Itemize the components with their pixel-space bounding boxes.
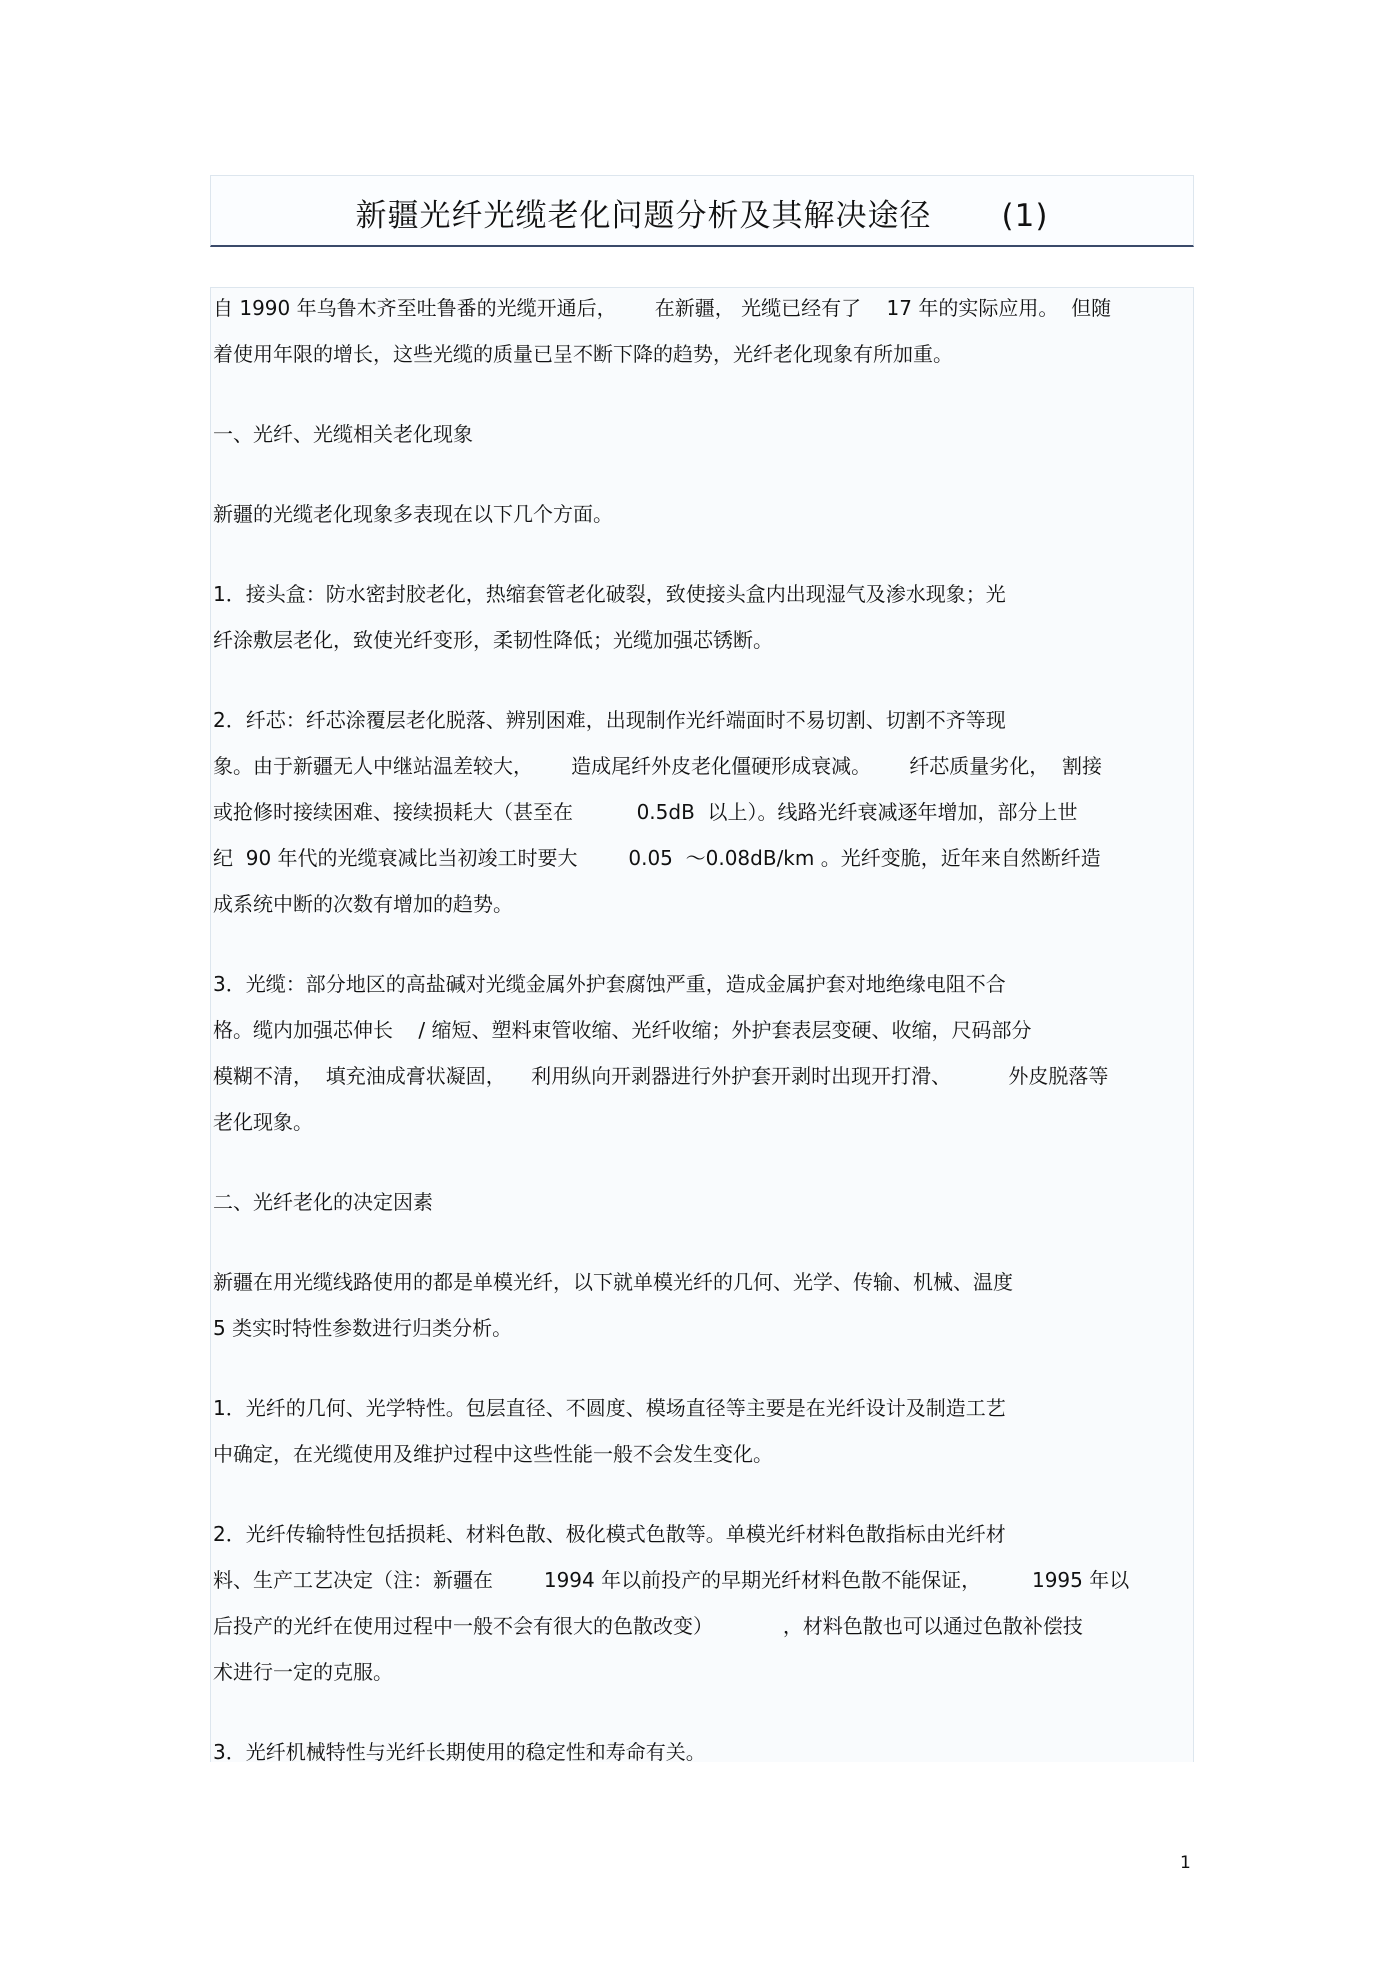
paragraph-line: 3．光纤机械特性与光纤长期使用的稳定性和寿命有关。 bbox=[213, 1740, 706, 1764]
title-number: (1) bbox=[1001, 198, 1049, 234]
paragraph-line: 自 1990 年乌鲁木齐至吐鲁番的光缆开通后， 在新疆， 光缆已经有了 17 年的实际应用。 但随 bbox=[213, 296, 1112, 320]
paragraph-line: 5 类实时特性参数进行归类分析。 bbox=[213, 1316, 513, 1340]
paragraph-line: 2．光纤传输特性包括损耗、材料色散、极化模式色散等。单模光纤材料色散指标由光纤材 bbox=[213, 1522, 1006, 1546]
title-box bbox=[210, 175, 1194, 247]
paragraph-line: 成系统中断的次数有增加的趋势。 bbox=[213, 892, 513, 916]
paragraph-line: 新疆在用光缆线路使用的都是单模光纤，以下就单模光纤的几何、光学、传输、机械、温度 bbox=[213, 1270, 1013, 1294]
paragraph-line: 1．接头盒：防水密封胶老化，热缩套管老化破裂，致使接头盒内出现湿气及渗水现象；光 bbox=[213, 582, 1006, 606]
paragraph-line: 模糊不清， 填充油成膏状凝固， 利用纵向开剥器进行外护套开剥时出现开打滑、 外皮脱落等 bbox=[213, 1064, 1109, 1088]
paragraph-line: 1．光纤的几何、光学特性。包层直径、不圆度、模场直径等主要是在光纤设计及制造工艺 bbox=[213, 1396, 1006, 1420]
paragraph-line: 后投产的光纤在使用过程中一般不会有很大的色散改变） ，材料色散也可以通过色散补偿技 bbox=[213, 1614, 1083, 1638]
paragraph-line: 术进行一定的克服。 bbox=[213, 1660, 393, 1684]
paragraph-line: 纪 90 年代的光缆衰减比当初竣工时要大 0.05 ～0.08dB/km 。光纤变脆，近年来自然断纤造 bbox=[213, 846, 1101, 870]
paragraph-line: 格。缆内加强芯伸长 / 缩短、塑料束管收缩、光纤收缩；外护套表层变硬、收缩，尺码部分 bbox=[213, 1018, 1032, 1042]
paragraph-line: 中确定，在光缆使用及维护过程中这些性能一般不会发生变化。 bbox=[213, 1442, 773, 1466]
paragraph-line: 老化现象。 bbox=[213, 1110, 313, 1134]
paragraph-line: 着使用年限的增长，这些光缆的质量已呈不断下降的趋势，光纤老化现象有所加重。 bbox=[213, 342, 953, 366]
section-heading: 二、光纤老化的决定因素 bbox=[213, 1190, 433, 1214]
paragraph-line: 象。由于新疆无人中继站温差较大， 造成尾纤外皮老化僵硬形成衰减。 纤芯质量劣化， 割接 bbox=[213, 754, 1103, 778]
page-number: 1 bbox=[1180, 1853, 1191, 1873]
title-text: 新疆光纤光缆老化问题分析及其解决途径 bbox=[355, 198, 932, 234]
section-heading: 一、光纤、光缆相关老化现象 bbox=[213, 422, 473, 446]
document-title bbox=[211, 190, 1193, 235]
paragraph-line: 或抢修时接续困难、接续损耗大（甚至在 0.5dB 以上）。线路光纤衰减逐年增加，部分上世 bbox=[213, 800, 1078, 824]
paragraph-line: 3．光缆：部分地区的高盐碱对光缆金属外护套腐蚀严重，造成金属护套对地绝缘电阻不合 bbox=[213, 972, 1006, 996]
paragraph-line: 料、生产工艺决定（注：新疆在 1994 年以前投产的早期光纤材料色散不能保证， 1995 年以 bbox=[213, 1568, 1130, 1592]
paragraph-line: 新疆的光缆老化现象多表现在以下几个方面。 bbox=[213, 502, 613, 526]
paragraph-line: 纤涂敷层老化，致使光纤变形，柔韧性降低；光缆加强芯锈断。 bbox=[213, 628, 773, 652]
paragraph-line: 2．纤芯：纤芯涂覆层老化脱落、辨别困难，出现制作光纤端面时不易切割、切割不齐等现 bbox=[213, 708, 1006, 732]
